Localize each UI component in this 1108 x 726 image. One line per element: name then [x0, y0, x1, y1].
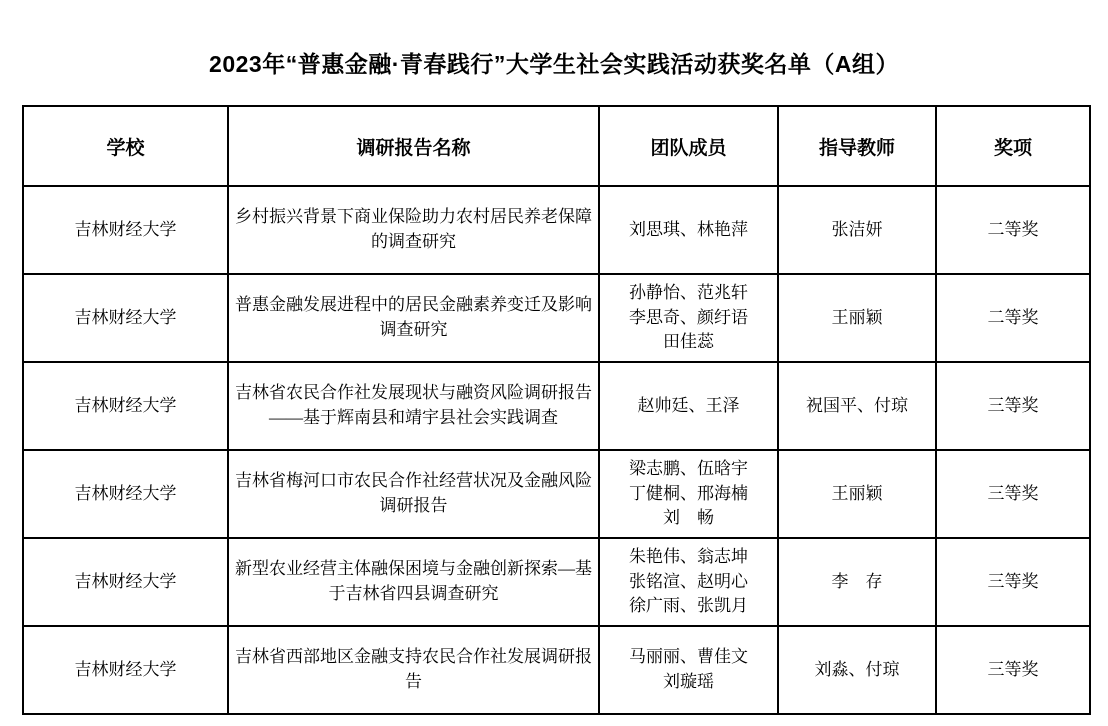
team-cell [599, 450, 778, 538]
table-row [23, 274, 1090, 362]
teachers-cell: 张洁妍 [778, 186, 936, 274]
table-row [23, 626, 1090, 714]
award-cell: 二等奖 [936, 186, 1090, 274]
table-row [23, 186, 1090, 274]
report-cell: 吉林省西部地区金融支持农民合作社发展调研报告 [228, 626, 599, 714]
team-member-line: 梁志鹏、伍晗宇 [629, 459, 748, 479]
teachers-cell: 李 存 [778, 538, 936, 626]
award-cell: 三等奖 [936, 538, 1090, 626]
team-member-line: 马丽丽、曹佳文 [629, 647, 748, 667]
award-cell: 三等奖 [936, 362, 1090, 450]
team-cell [599, 362, 778, 450]
team-member-line: 李思奇、颜纡语 [629, 307, 748, 327]
column-header-team: 团队成员 [599, 106, 778, 186]
table-row [23, 538, 1090, 626]
teachers-cell: 王丽颖 [778, 450, 936, 538]
team-member-line: 朱艳伟、翁志坤 [629, 547, 748, 567]
teachers-cell: 王丽颖 [778, 274, 936, 362]
team-cell [599, 538, 778, 626]
team-member-line: 田佳蕊 [663, 332, 714, 352]
team-cell [599, 626, 778, 714]
team-member-line: 赵帅廷、王泽 [637, 395, 740, 415]
teachers-cell: 祝国平、付琼 [778, 362, 936, 450]
report-cell: 吉林省梅河口市农民合作社经营状况及金融风险调研报告 [228, 450, 599, 538]
team-member-line: 孙静怡、范兆轩 [629, 283, 748, 303]
school-cell: 吉林财经大学 [23, 186, 228, 274]
team-member-line: 刘 畅 [663, 508, 714, 528]
report-cell: 吉林省农民合作社发展现状与融资风险调研报告 ——基于辉南县和靖宇县社会实践调查 [228, 362, 599, 450]
award-cell: 三等奖 [936, 450, 1090, 538]
school-cell: 吉林财经大学 [23, 450, 228, 538]
report-cell: 乡村振兴背景下商业保险助力农村居民养老保障的调查研究 [228, 186, 599, 274]
school-cell: 吉林财经大学 [23, 538, 228, 626]
team-cell [599, 274, 778, 362]
report-cell: 普惠金融发展进程中的居民金融素养变迁及影响调查研究 [228, 274, 599, 362]
column-header-school: 学校 [23, 106, 228, 186]
report-cell: 新型农业经营主体融保困境与金融创新探索—基于吉林省四县调查研究 [228, 538, 599, 626]
team-member-line: 丁健桐、邢海楠 [629, 483, 748, 503]
page-title: 2023年“普惠金融·青春践行”大学生社会实践活动获奖名单（A组） [209, 51, 899, 77]
awards-table [22, 105, 1091, 715]
team-member-line: 刘璇瑶 [663, 672, 714, 691]
team-member-line: 张铭渲、赵明心 [629, 571, 748, 591]
school-cell: 吉林财经大学 [23, 362, 228, 450]
team-member-line: 徐广雨、张凯月 [629, 596, 748, 616]
column-header-report: 调研报告名称 [228, 106, 599, 186]
team-cell [599, 186, 778, 274]
school-cell: 吉林财经大学 [23, 274, 228, 362]
teachers-cell: 刘淼、付琼 [778, 626, 936, 714]
award-cell: 三等奖 [936, 626, 1090, 714]
column-header-teacher: 指导教师 [778, 106, 936, 186]
table-header-row [23, 106, 1090, 186]
table-row [23, 450, 1090, 538]
column-header-award: 奖项 [936, 106, 1090, 186]
school-cell: 吉林财经大学 [23, 626, 228, 714]
award-cell: 二等奖 [936, 274, 1090, 362]
table-row [23, 362, 1090, 450]
awards-table-body [23, 186, 1090, 714]
team-member-line: 刘思琪、林艳萍 [629, 219, 748, 239]
